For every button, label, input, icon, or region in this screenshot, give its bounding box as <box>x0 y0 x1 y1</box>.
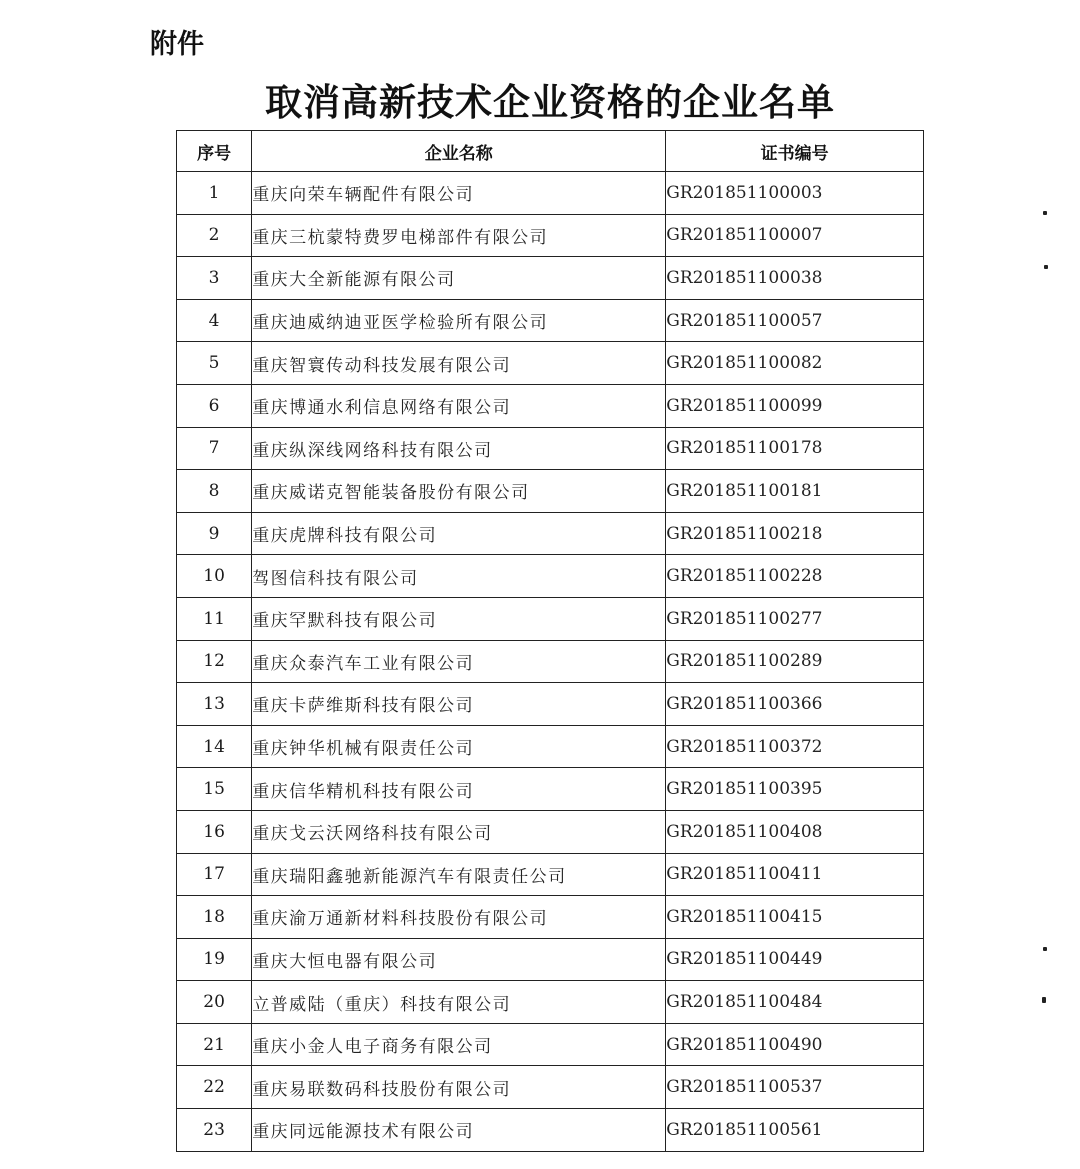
row-certificate-number: GR201851100372 <box>666 725 924 768</box>
row-serial-number: 3 <box>177 257 252 300</box>
row-certificate-number: GR201851100449 <box>666 938 924 981</box>
row-serial-number: 8 <box>177 470 252 513</box>
row-company-name: 重庆渝万通新材料科技股份有限公司 <box>252 896 666 939</box>
row-certificate-number: GR201851100484 <box>666 981 924 1024</box>
table-row <box>177 896 924 939</box>
row-serial-number: 9 <box>177 512 252 555</box>
table-row <box>177 555 924 598</box>
row-certificate-number: GR201851100537 <box>666 1066 924 1109</box>
row-serial-number: 22 <box>177 1066 252 1109</box>
row-serial-number: 15 <box>177 768 252 811</box>
row-serial-number: 18 <box>177 896 252 939</box>
table-row <box>177 299 924 342</box>
row-serial-number: 13 <box>177 683 252 726</box>
row-certificate-number: GR201851100408 <box>666 810 924 853</box>
row-company-name: 重庆瑞阳鑫驰新能源汽车有限责任公司 <box>252 853 666 896</box>
row-serial-number: 5 <box>177 342 252 385</box>
row-certificate-number: GR201851100099 <box>666 384 924 427</box>
row-company-name: 驾图信科技有限公司 <box>252 555 666 598</box>
table-row <box>177 512 924 555</box>
row-company-name: 重庆钟华机械有限责任公司 <box>252 725 666 768</box>
row-serial-number: 21 <box>177 1023 252 1066</box>
row-company-name: 重庆卡萨维斯科技有限公司 <box>252 683 666 726</box>
company-table <box>176 130 924 1152</box>
row-serial-number: 10 <box>177 555 252 598</box>
header-company-name: 企业名称 <box>252 131 666 172</box>
table-row <box>177 725 924 768</box>
table-row <box>177 172 924 215</box>
row-serial-number: 6 <box>177 384 252 427</box>
row-serial-number: 14 <box>177 725 252 768</box>
row-certificate-number: GR201851100181 <box>666 470 924 513</box>
row-company-name: 重庆易联数码科技股份有限公司 <box>252 1066 666 1109</box>
row-certificate-number: GR201851100411 <box>666 853 924 896</box>
row-serial-number: 7 <box>177 427 252 470</box>
row-company-name: 重庆纵深线网络科技有限公司 <box>252 427 666 470</box>
row-serial-number: 2 <box>177 214 252 257</box>
row-certificate-number: GR201851100490 <box>666 1023 924 1066</box>
row-company-name: 重庆大全新能源有限公司 <box>252 257 666 300</box>
row-company-name: 重庆大恒电器有限公司 <box>252 938 666 981</box>
scan-speck <box>1044 265 1048 269</box>
row-company-name: 重庆向荣车辆配件有限公司 <box>252 172 666 215</box>
header-certificate-number: 证书编号 <box>666 131 924 172</box>
scan-speck <box>1043 947 1047 951</box>
row-certificate-number: GR201851100415 <box>666 896 924 939</box>
row-certificate-number: GR201851100277 <box>666 597 924 640</box>
document-title: 取消高新技术企业资格的企业名单 <box>265 81 835 124</box>
row-serial-number: 19 <box>177 938 252 981</box>
row-company-name: 重庆戈云沃网络科技有限公司 <box>252 810 666 853</box>
row-certificate-number: GR201851100228 <box>666 555 924 598</box>
table-row <box>177 1023 924 1066</box>
row-serial-number: 23 <box>177 1109 252 1152</box>
table-row <box>177 853 924 896</box>
scan-speck <box>1042 997 1046 1003</box>
table-row <box>177 427 924 470</box>
row-company-name: 重庆博通水利信息网络有限公司 <box>252 384 666 427</box>
table-row <box>177 597 924 640</box>
row-serial-number: 1 <box>177 172 252 215</box>
table-row <box>177 470 924 513</box>
table-row <box>177 342 924 385</box>
row-certificate-number: GR201851100178 <box>666 427 924 470</box>
row-certificate-number: GR201851100038 <box>666 257 924 300</box>
table-row <box>177 1066 924 1109</box>
header-row <box>177 131 924 172</box>
row-company-name: 重庆虎牌科技有限公司 <box>252 512 666 555</box>
row-certificate-number: GR201851100289 <box>666 640 924 683</box>
table-row <box>177 938 924 981</box>
row-company-name: 重庆威诺克智能装备股份有限公司 <box>252 470 666 513</box>
table-row <box>177 768 924 811</box>
table-header <box>177 131 924 172</box>
row-certificate-number: GR201851100561 <box>666 1109 924 1152</box>
row-serial-number: 17 <box>177 853 252 896</box>
row-serial-number: 11 <box>177 597 252 640</box>
row-certificate-number: GR201851100007 <box>666 214 924 257</box>
row-company-name: 重庆信华精机科技有限公司 <box>252 768 666 811</box>
row-certificate-number: GR201851100003 <box>666 172 924 215</box>
table-row <box>177 640 924 683</box>
row-company-name: 重庆小金人电子商务有限公司 <box>252 1023 666 1066</box>
row-serial-number: 4 <box>177 299 252 342</box>
table-row <box>177 1109 924 1152</box>
row-company-name: 立普威陆（重庆）科技有限公司 <box>252 981 666 1024</box>
row-company-name: 重庆同远能源技术有限公司 <box>252 1109 666 1152</box>
row-serial-number: 20 <box>177 981 252 1024</box>
row-certificate-number: GR201851100366 <box>666 683 924 726</box>
row-company-name: 重庆三杭蒙特费罗电梯部件有限公司 <box>252 214 666 257</box>
row-certificate-number: GR201851100218 <box>666 512 924 555</box>
row-certificate-number: GR201851100395 <box>666 768 924 811</box>
table-row <box>177 384 924 427</box>
row-serial-number: 12 <box>177 640 252 683</box>
row-serial-number: 16 <box>177 810 252 853</box>
table-row <box>177 214 924 257</box>
table-row <box>177 257 924 300</box>
scan-speck <box>1043 211 1047 215</box>
row-certificate-number: GR201851100057 <box>666 299 924 342</box>
table-row <box>177 683 924 726</box>
row-company-name: 重庆罕默科技有限公司 <box>252 597 666 640</box>
row-certificate-number: GR201851100082 <box>666 342 924 385</box>
header-serial-number: 序号 <box>177 131 252 172</box>
table-row <box>177 981 924 1024</box>
attachment-label: 附件 <box>150 29 204 60</box>
row-company-name: 重庆众泰汽车工业有限公司 <box>252 640 666 683</box>
table-row <box>177 810 924 853</box>
row-company-name: 重庆迪威纳迪亚医学检验所有限公司 <box>252 299 666 342</box>
row-company-name: 重庆智寰传动科技发展有限公司 <box>252 342 666 385</box>
table-body <box>177 172 924 1152</box>
